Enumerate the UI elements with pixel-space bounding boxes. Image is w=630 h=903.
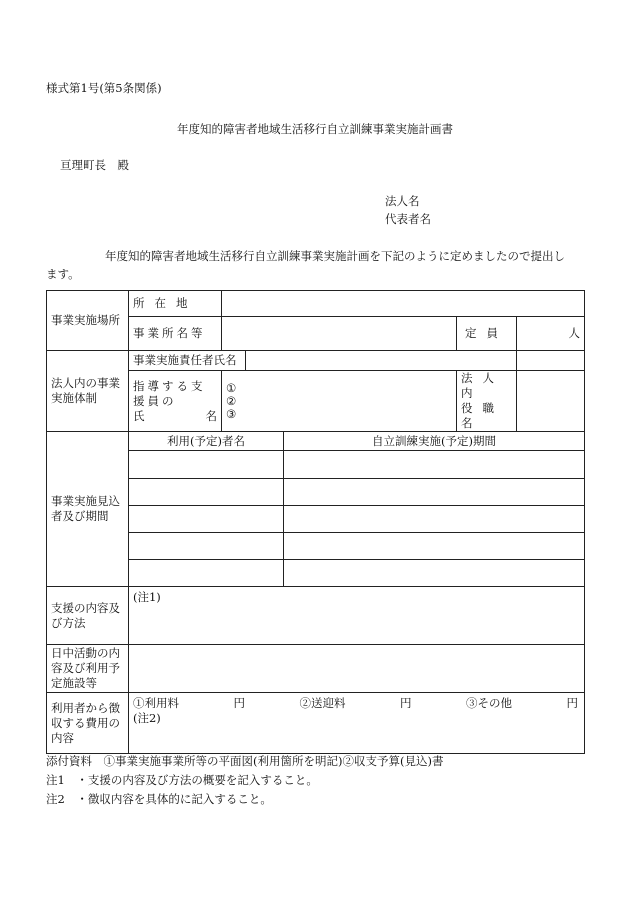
location-field[interactable] [222, 291, 585, 317]
manager-name-label: 事業実施責任者氏名 [129, 351, 246, 371]
representative-label: 代表者名 [385, 212, 431, 226]
user-name-field[interactable] [129, 506, 284, 533]
period-field[interactable] [284, 479, 585, 506]
capacity-label: 定員 [457, 317, 517, 351]
capacity-unit[interactable]: 人 [517, 317, 585, 351]
forecast-header: 事業実施見込 者及び期間 [47, 432, 129, 587]
fee-header: 利用者から徴 収する費用の 内容 [47, 693, 129, 754]
period-field[interactable] [284, 560, 585, 587]
period-column-header: 自立訓練実施(予定)期間 [284, 432, 585, 451]
corporation-name-label: 法人名 [385, 194, 420, 208]
manager-name-field[interactable] [246, 351, 517, 371]
user-name-field[interactable] [129, 560, 284, 587]
officer-title-field[interactable] [517, 371, 585, 432]
period-field[interactable] [284, 451, 585, 479]
officer-title-label: 法人内 役職名 [457, 371, 517, 432]
user-name-field[interactable] [129, 479, 284, 506]
user-name-field[interactable] [129, 451, 284, 479]
attachments-note: 添付資料 ①事業実施事業所等の平面図(利用箇所を明記)②収支予算(見込)書 [46, 754, 444, 768]
support-header: 支援の内容及 び方法 [47, 587, 129, 645]
note-1: 注1 ・支援の内容及び方法の概要を記入すること。 [46, 773, 318, 787]
office-name-field[interactable] [222, 317, 457, 351]
fee-transport-label: ②送迎料 [299, 696, 346, 710]
support-note-ref: (注1) [133, 590, 161, 604]
office-name-label: 事業所名等 [129, 317, 222, 351]
plan-form-table [46, 290, 585, 754]
fee-other-yen: 円 [566, 696, 578, 710]
fee-line [133, 696, 580, 711]
manager-extra-field[interactable] [517, 351, 585, 371]
daytime-activity-field[interactable] [129, 645, 585, 693]
period-field[interactable] [284, 506, 585, 533]
user-name-column-header: 利用(予定)者名 [129, 432, 284, 451]
fee-note-ref: (注2) [133, 711, 161, 725]
user-name-field[interactable] [129, 533, 284, 560]
fee-content-field[interactable] [129, 693, 585, 754]
structure-header: 法人内の事業 実施体制 [47, 351, 129, 432]
daytime-activity-header: 日中活動の内 容及び利用予 定施設等 [47, 645, 129, 693]
staff-name-label: 指導する支援員の 氏 名 [129, 371, 222, 432]
site-header: 事業実施場所 [47, 291, 129, 351]
note-2: 注2 ・徴収内容を具体的に記入すること。 [46, 792, 272, 806]
fee-usage-yen: 円 [233, 696, 245, 710]
period-field[interactable] [284, 533, 585, 560]
staff-name-fields[interactable]: ① ② ③ [222, 371, 457, 432]
intro-text-continued: ます。 [46, 267, 80, 281]
fee-other-label: ③その他 [466, 696, 512, 710]
form-number: 様式第1号(第5条関係) [46, 81, 162, 95]
addressee: 亘理町長 殿 [60, 158, 129, 172]
location-label: 所在地 [129, 291, 222, 317]
fee-transport-yen: 円 [400, 696, 412, 710]
intro-text: 年度知的障害者地域生活移行自立訓練事業実施計画を下記のように定めましたので提出し [105, 249, 565, 263]
page-title: 年度知的障害者地域生活移行自立訓練事業実施計画書 [177, 122, 453, 136]
support-content-field[interactable] [129, 587, 585, 645]
fee-usage-label: ①利用料 [133, 696, 179, 710]
